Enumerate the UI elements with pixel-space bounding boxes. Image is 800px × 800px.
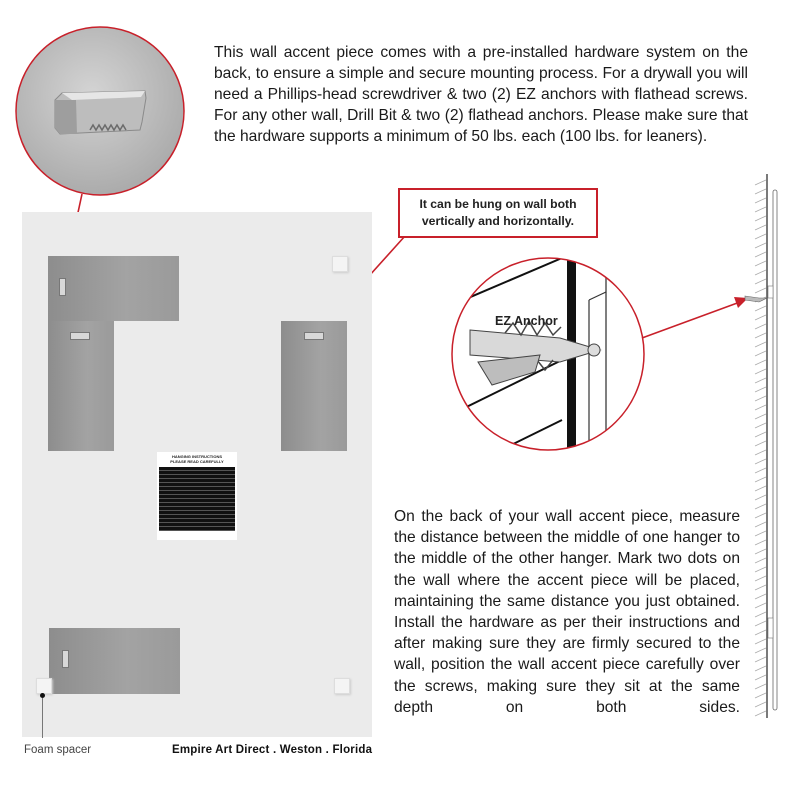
wall-hatch-line [755,369,766,374]
hanging-plate-right [281,321,347,451]
wall-hatch-line [755,351,766,356]
foam-spacer-bottom-left [36,678,52,694]
sticker-subtitle: PLEASE READ CAREFULLY [170,459,224,464]
wall-hatch-line [755,495,766,500]
wall-hatch-line [755,540,766,545]
sticker-body [159,467,235,531]
wall-hatch-line [755,441,766,446]
hanging-instructions-sticker [157,452,237,540]
wall-hatch-line [755,279,766,284]
hanging-plate-left [48,321,114,451]
wall-hatch-line [755,333,766,338]
wall-hatch-line [755,621,766,626]
orientation-callout: It can be hung on wall both vertically and horizontally. [398,188,598,238]
wall-hatch-line [755,360,766,365]
foam-spacer-leader-line [42,698,43,738]
wall-hatch-line [755,234,766,239]
wall-hatch-line [755,684,766,689]
wall-hatch-line [755,666,766,671]
wall-hatch-line [755,522,766,527]
wall-hatch-line [755,405,766,410]
wall-hatch-line [755,306,766,311]
foam-spacer-bottom-right [334,678,350,694]
wall-hatch-line [755,261,766,266]
wall-hatch-line [755,477,766,482]
wall-screw-icon [745,296,767,302]
foam-spacer-label: Foam spacer [24,744,92,756]
brand-line: Empire Art Direct . Weston . Florida [172,744,373,756]
wall-hatch-line [755,198,766,203]
intro-paragraph: This wall accent piece comes with a pre-installed hardware system on the back, to ensure a simple and secure mounting process. For a drywall you will need a Phillips-head screwdriver & two (2) EZ anchors with flathead screws. For any other wall, Drill Bit & two (2) flathead anchors. Please make sure that the hardware supports a minimum of 50 lbs. each (100 lbs. for leaners). [214,44,748,145]
wall-hatch-line [755,225,766,230]
wall-hatch-line [755,252,766,257]
wall-hatch-line [755,504,766,509]
wall-hatch-line [755,396,766,401]
wall-hatch-line [755,639,766,644]
vertical-hanger [59,278,66,296]
vertical-hanger-bottom [62,650,69,668]
side-view-arrow [642,297,748,338]
installation-steps-paragraph: On the back of your wall accent piece, measure the distance between the middle of one hanger to the middle of the other hanger. Mark two dots on the wall where the accent piece will be placed, maintaining the same distance you just obtained. Install the hardware as per their instructions and after making sure they are firmly secured to the wall, position the wall accent piece carefully over the screws, making sure they sit at the same depth on both sides. [394,508,740,716]
wall-hatch-line [755,585,766,590]
foam-spacer-top-right [332,256,348,272]
wall-hatch-line [755,288,766,293]
hanging-plate-top [48,256,179,321]
wall-hatch-line [755,270,766,275]
wall-hatch-line [755,243,766,248]
wall-hatch-line [755,486,766,491]
wall-hatch-line [755,414,766,419]
wall-hatch-line [755,657,766,662]
ez-anchor-label: EZ Anchor [495,314,558,328]
wall-hatch-line [755,558,766,563]
wall-hatch-line [755,630,766,635]
wall-hatch-line [755,468,766,473]
wall-hatch-line [755,594,766,599]
horizontal-hanger-left [70,332,90,340]
wall-hatch-line [755,315,766,320]
wall-hatch-line [755,342,766,347]
wall-hatch-line [755,648,766,653]
horizontal-hanger-right [304,332,324,340]
wall-hatch-line [755,459,766,464]
anchor-zoom-circle [440,250,644,480]
wall-hatch-line [755,675,766,680]
wall-hatch-line [755,387,766,392]
wall-hatch-line [755,567,766,572]
wall-hatch-line [755,189,766,194]
wall-hatch-line [755,531,766,536]
wall-hatch-line [755,423,766,428]
wall-hatch-line [755,549,766,554]
wall-hatch-line [755,432,766,437]
wall-hatch-line [755,207,766,212]
wall-hatch-line [755,576,766,581]
wall-hatch-line [755,450,766,455]
wall-hatch-line [755,180,766,185]
wall-hatch-line [755,702,766,707]
sticker-title: HANGING INSTRUCTIONS [172,454,222,459]
wall-hatch-line [755,324,766,329]
wall-hatch-line [755,216,766,221]
product-back-panel [22,212,372,737]
wall-side-view [745,174,777,718]
wall-hatch-line [755,603,766,608]
wall-hatch-line [755,513,766,518]
sawtooth-hanger-icon [55,91,146,134]
wall-hatch-line [755,612,766,617]
wall-hatch-line [755,693,766,698]
wall-hatch-line [755,711,766,716]
wall-hatch-line [755,378,766,383]
